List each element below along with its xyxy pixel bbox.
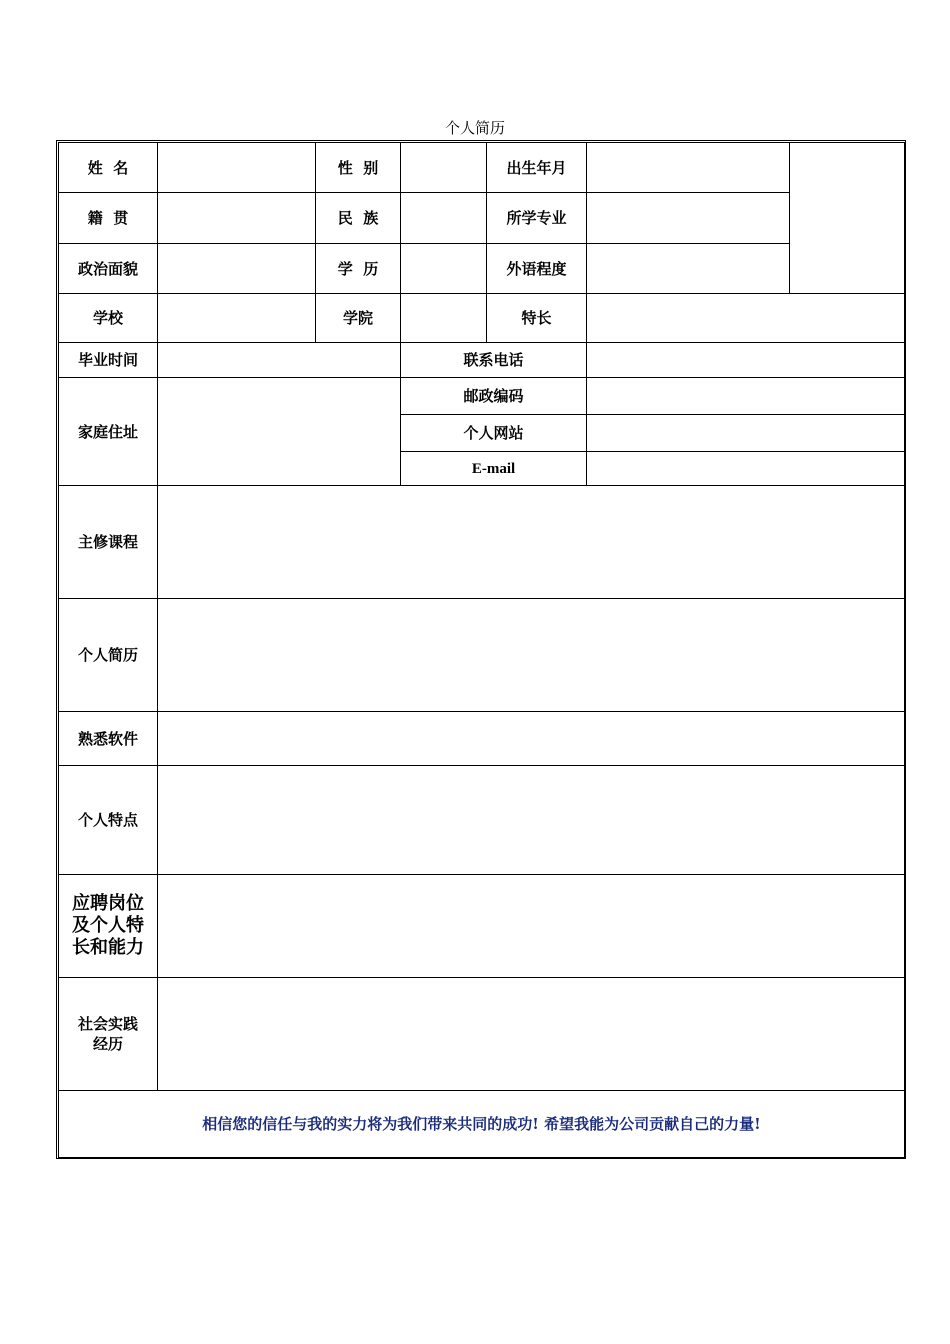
form-row <box>59 193 905 244</box>
name-field[interactable] <box>158 143 316 193</box>
birth-label: 出生年月 <box>487 143 587 193</box>
graduation-time-label: 毕业时间 <box>59 343 158 378</box>
foreign-language-label: 外语程度 <box>487 244 587 294</box>
gender-field[interactable] <box>401 143 487 193</box>
form-row <box>59 486 905 599</box>
school-label: 学校 <box>59 294 158 343</box>
major-field[interactable] <box>587 193 790 244</box>
form-row <box>59 875 905 978</box>
school-field[interactable] <box>158 294 316 343</box>
form-row <box>59 143 905 193</box>
document-title: 个人简历 <box>444 119 505 137</box>
postal-code-field[interactable] <box>587 378 905 415</box>
form-row <box>59 343 905 378</box>
website-field[interactable] <box>587 415 905 452</box>
form-row <box>59 712 905 766</box>
social-practice-field[interactable] <box>158 978 905 1091</box>
resume-form-table <box>58 142 905 1158</box>
position-abilities-field[interactable] <box>158 875 905 978</box>
ethnicity-field[interactable] <box>401 193 487 244</box>
ethnicity-label: 民 族 <box>316 193 401 244</box>
form-row <box>59 294 905 343</box>
education-label: 学 历 <box>316 244 401 294</box>
home-address-field[interactable] <box>158 378 401 486</box>
postal-code-label: 邮政编码 <box>401 378 587 415</box>
main-courses-field[interactable] <box>158 486 905 599</box>
personal-traits-label: 个人特点 <box>59 766 158 875</box>
form-row <box>59 1091 905 1158</box>
college-field[interactable] <box>401 294 487 343</box>
form-row <box>59 766 905 875</box>
political-status-field[interactable] <box>158 244 316 294</box>
specialty-field[interactable] <box>587 294 905 343</box>
software-field[interactable] <box>158 712 905 766</box>
specialty-label: 特长 <box>487 294 587 343</box>
name-label: 姓 名 <box>59 143 158 193</box>
college-label: 学院 <box>316 294 401 343</box>
form-row <box>59 378 905 415</box>
graduation-time-field[interactable] <box>158 343 401 378</box>
footer-motto: 相信您的信任与我的实力将为我们带来共同的成功! 希望我能为公司贡献自己的力量! <box>59 1091 905 1158</box>
phone-label: 联系电话 <box>401 343 587 378</box>
gender-label: 性 别 <box>316 143 401 193</box>
education-field[interactable] <box>401 244 487 294</box>
position-abilities-label: 应聘岗位及个人特长和能力 <box>59 875 158 978</box>
social-practice-label: 社会实践经历 <box>59 978 158 1091</box>
resume-label: 个人简历 <box>59 599 158 712</box>
website-label: 个人网站 <box>401 415 587 452</box>
software-label: 熟悉软件 <box>59 712 158 766</box>
form-row <box>59 244 905 294</box>
email-field[interactable] <box>587 452 905 486</box>
major-label: 所学专业 <box>487 193 587 244</box>
form-row <box>59 599 905 712</box>
phone-field[interactable] <box>587 343 905 378</box>
resume-field[interactable] <box>158 599 905 712</box>
home-address-label: 家庭住址 <box>59 378 158 486</box>
form-row <box>59 978 905 1091</box>
foreign-language-field[interactable] <box>587 244 790 294</box>
main-courses-label: 主修课程 <box>59 486 158 599</box>
birth-field[interactable] <box>587 143 790 193</box>
email-label: E-mail <box>401 452 587 486</box>
political-status-label: 政治面貌 <box>59 244 158 294</box>
personal-traits-field[interactable] <box>158 766 905 875</box>
photo-box[interactable] <box>790 143 905 294</box>
native-place-field[interactable] <box>158 193 316 244</box>
native-place-label: 籍 贯 <box>59 193 158 244</box>
